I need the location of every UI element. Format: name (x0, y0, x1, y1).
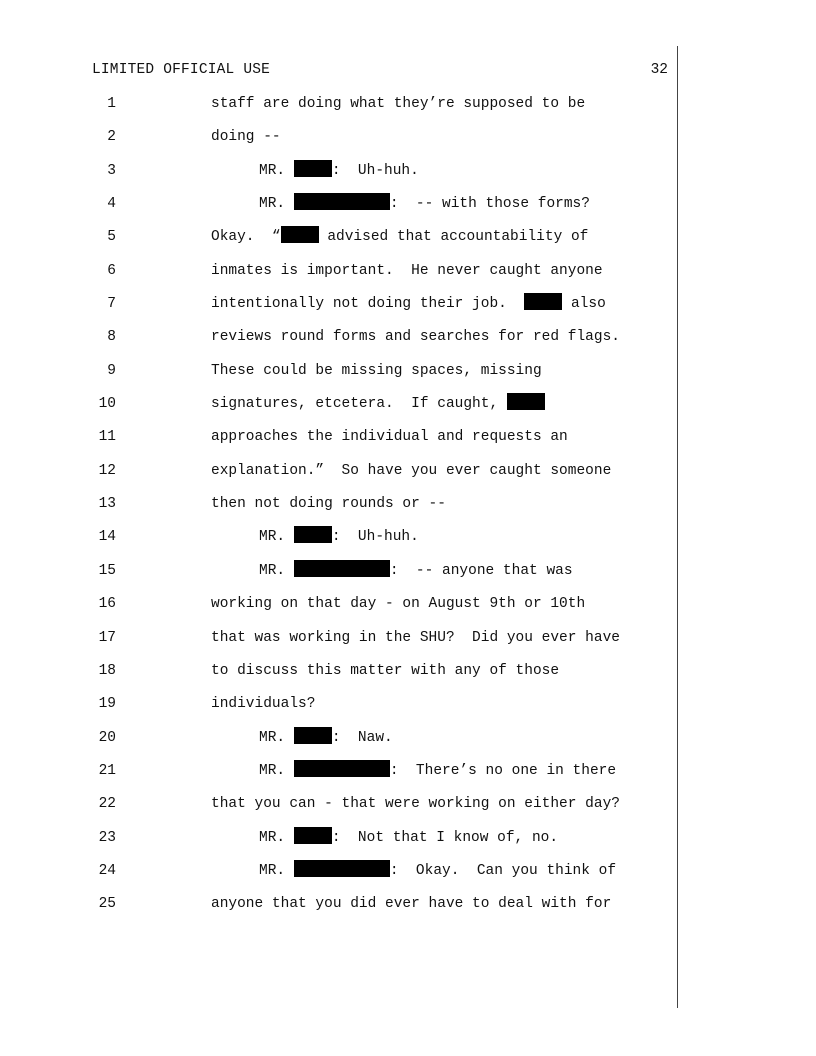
transcript-line (0, 893, 816, 926)
line-number: 2 (107, 129, 116, 146)
line-number: 9 (107, 362, 116, 379)
text-segment: doing -- (211, 129, 281, 146)
line-text (211, 326, 620, 348)
transcript-line (0, 760, 816, 793)
transcript-line (0, 727, 816, 760)
redaction-box (294, 526, 332, 543)
transcript-line (0, 560, 816, 593)
transcript-line (0, 93, 816, 126)
line-text (211, 593, 585, 615)
text-segment: : -- with those forms? (389, 196, 590, 213)
line-number: 3 (107, 162, 116, 179)
text-segment: : Uh-huh. (331, 529, 419, 546)
line-text (211, 660, 559, 682)
text-segment: : Not that I know of, no. (331, 829, 559, 846)
line-number: 14 (98, 529, 116, 546)
transcript-line (0, 393, 816, 426)
transcript-line (0, 660, 816, 693)
line-text (211, 627, 620, 649)
text-segment: also (562, 296, 606, 313)
text-segment: MR. (259, 529, 294, 546)
text-segment: that you can - that were working on either day? (211, 796, 620, 813)
line-text (211, 426, 568, 448)
transcript-lines (0, 93, 816, 927)
text-segment: to discuss this matter with any of those (211, 662, 560, 679)
line-number: 10 (98, 396, 116, 413)
line-text (211, 360, 542, 382)
text-segment: that was working in the SHU? Did you ever have (211, 629, 620, 646)
transcript-line (0, 860, 816, 893)
line-text (211, 126, 281, 148)
line-number: 15 (98, 562, 116, 579)
text-segment: inmates is important. He never caught anyone (211, 262, 603, 279)
line-number: 16 (98, 596, 116, 613)
redaction-box (294, 827, 332, 844)
text-segment: advised that accountability of (318, 229, 589, 246)
line-text (259, 160, 419, 182)
redaction-box (294, 193, 390, 210)
line-number: 1 (107, 96, 116, 112)
text-segment: MR. (259, 862, 294, 879)
classification-header: LIMITED OFFICIAL USE (92, 62, 271, 78)
redaction-box (294, 760, 390, 777)
text-segment: MR. (259, 729, 294, 746)
redaction-box (294, 160, 332, 177)
text-segment: : There’s no one in there (389, 762, 617, 779)
text-segment: MR. (259, 562, 294, 579)
transcript-line (0, 160, 816, 193)
text-segment: anyone that you did ever have to deal with for (211, 896, 612, 913)
line-number: 4 (107, 196, 116, 213)
line-number: 23 (98, 829, 116, 846)
line-text (259, 526, 419, 548)
redaction-box (507, 393, 545, 410)
text-segment: : Okay. Can you think of (389, 862, 617, 879)
transcript-line (0, 627, 816, 660)
text-segment: : Uh-huh. (331, 162, 419, 179)
line-number: 12 (98, 462, 116, 479)
line-number: 17 (98, 629, 116, 646)
text-segment: MR. (259, 162, 294, 179)
line-number: 20 (98, 729, 116, 746)
line-number: 25 (98, 896, 116, 913)
redaction-box (294, 727, 332, 744)
line-text (259, 760, 616, 782)
line-text (211, 493, 446, 515)
transcript-line (0, 493, 816, 526)
transcript-line (0, 193, 816, 226)
line-number: 11 (98, 429, 116, 446)
line-text (211, 260, 603, 282)
text-segment: approaches the individual and requests an (211, 429, 568, 446)
line-number: 13 (98, 496, 116, 513)
text-segment: Okay. “ (211, 229, 281, 246)
redaction-box (281, 226, 319, 243)
line-text (259, 727, 393, 749)
line-text (259, 193, 590, 215)
line-text (211, 460, 611, 482)
line-number: 7 (107, 296, 116, 313)
line-number: 22 (98, 796, 116, 813)
line-text (259, 560, 573, 582)
transcript-line (0, 426, 816, 459)
transcript-line (0, 593, 816, 626)
text-segment: These could be missing spaces, missing (211, 362, 542, 379)
transcript-line (0, 693, 816, 726)
line-number: 24 (98, 862, 116, 879)
text-segment: individuals? (211, 696, 316, 713)
line-text (211, 893, 611, 915)
text-segment: then not doing rounds or -- (211, 496, 446, 513)
text-segment: : -- anyone that was (389, 562, 573, 579)
transcript-line (0, 360, 816, 393)
line-text (211, 793, 620, 815)
text-segment: MR. (259, 762, 294, 779)
line-text (259, 827, 558, 849)
transcript-line (0, 526, 816, 559)
line-text (211, 93, 585, 115)
transcript-line (0, 293, 816, 326)
page-number: 32 (650, 62, 668, 78)
line-text (211, 226, 588, 248)
redaction-box (294, 560, 390, 577)
text-segment: MR. (259, 196, 294, 213)
line-text (211, 393, 545, 415)
transcript-line (0, 827, 816, 860)
transcript-line (0, 260, 816, 293)
line-text (211, 293, 606, 315)
redaction-box (294, 860, 390, 877)
text-segment: working on that day - on August 9th or 10th (211, 596, 586, 613)
transcript-line (0, 793, 816, 826)
transcript-line (0, 460, 816, 493)
text-segment: reviews round forms and searches for red flags. (211, 329, 620, 346)
line-text (259, 860, 616, 882)
line-number: 6 (107, 262, 116, 279)
transcript-line (0, 126, 816, 159)
redaction-box (524, 293, 562, 310)
line-number: 19 (98, 696, 116, 713)
text-segment: : Naw. (331, 729, 393, 746)
line-number: 5 (107, 229, 116, 246)
transcript-line (0, 326, 816, 359)
text-segment: intentionally not doing their job. (211, 296, 525, 313)
text-segment: signatures, etcetera. If caught, (211, 396, 507, 413)
text-segment: explanation.” So have you ever caught someone (211, 462, 612, 479)
line-number: 18 (98, 662, 116, 679)
transcript-line (0, 226, 816, 259)
text-segment: MR. (259, 829, 294, 846)
line-number: 8 (107, 329, 116, 346)
line-text (211, 693, 315, 715)
text-segment: staff are doing what they’re supposed to be (211, 96, 586, 112)
line-number: 21 (98, 762, 116, 779)
